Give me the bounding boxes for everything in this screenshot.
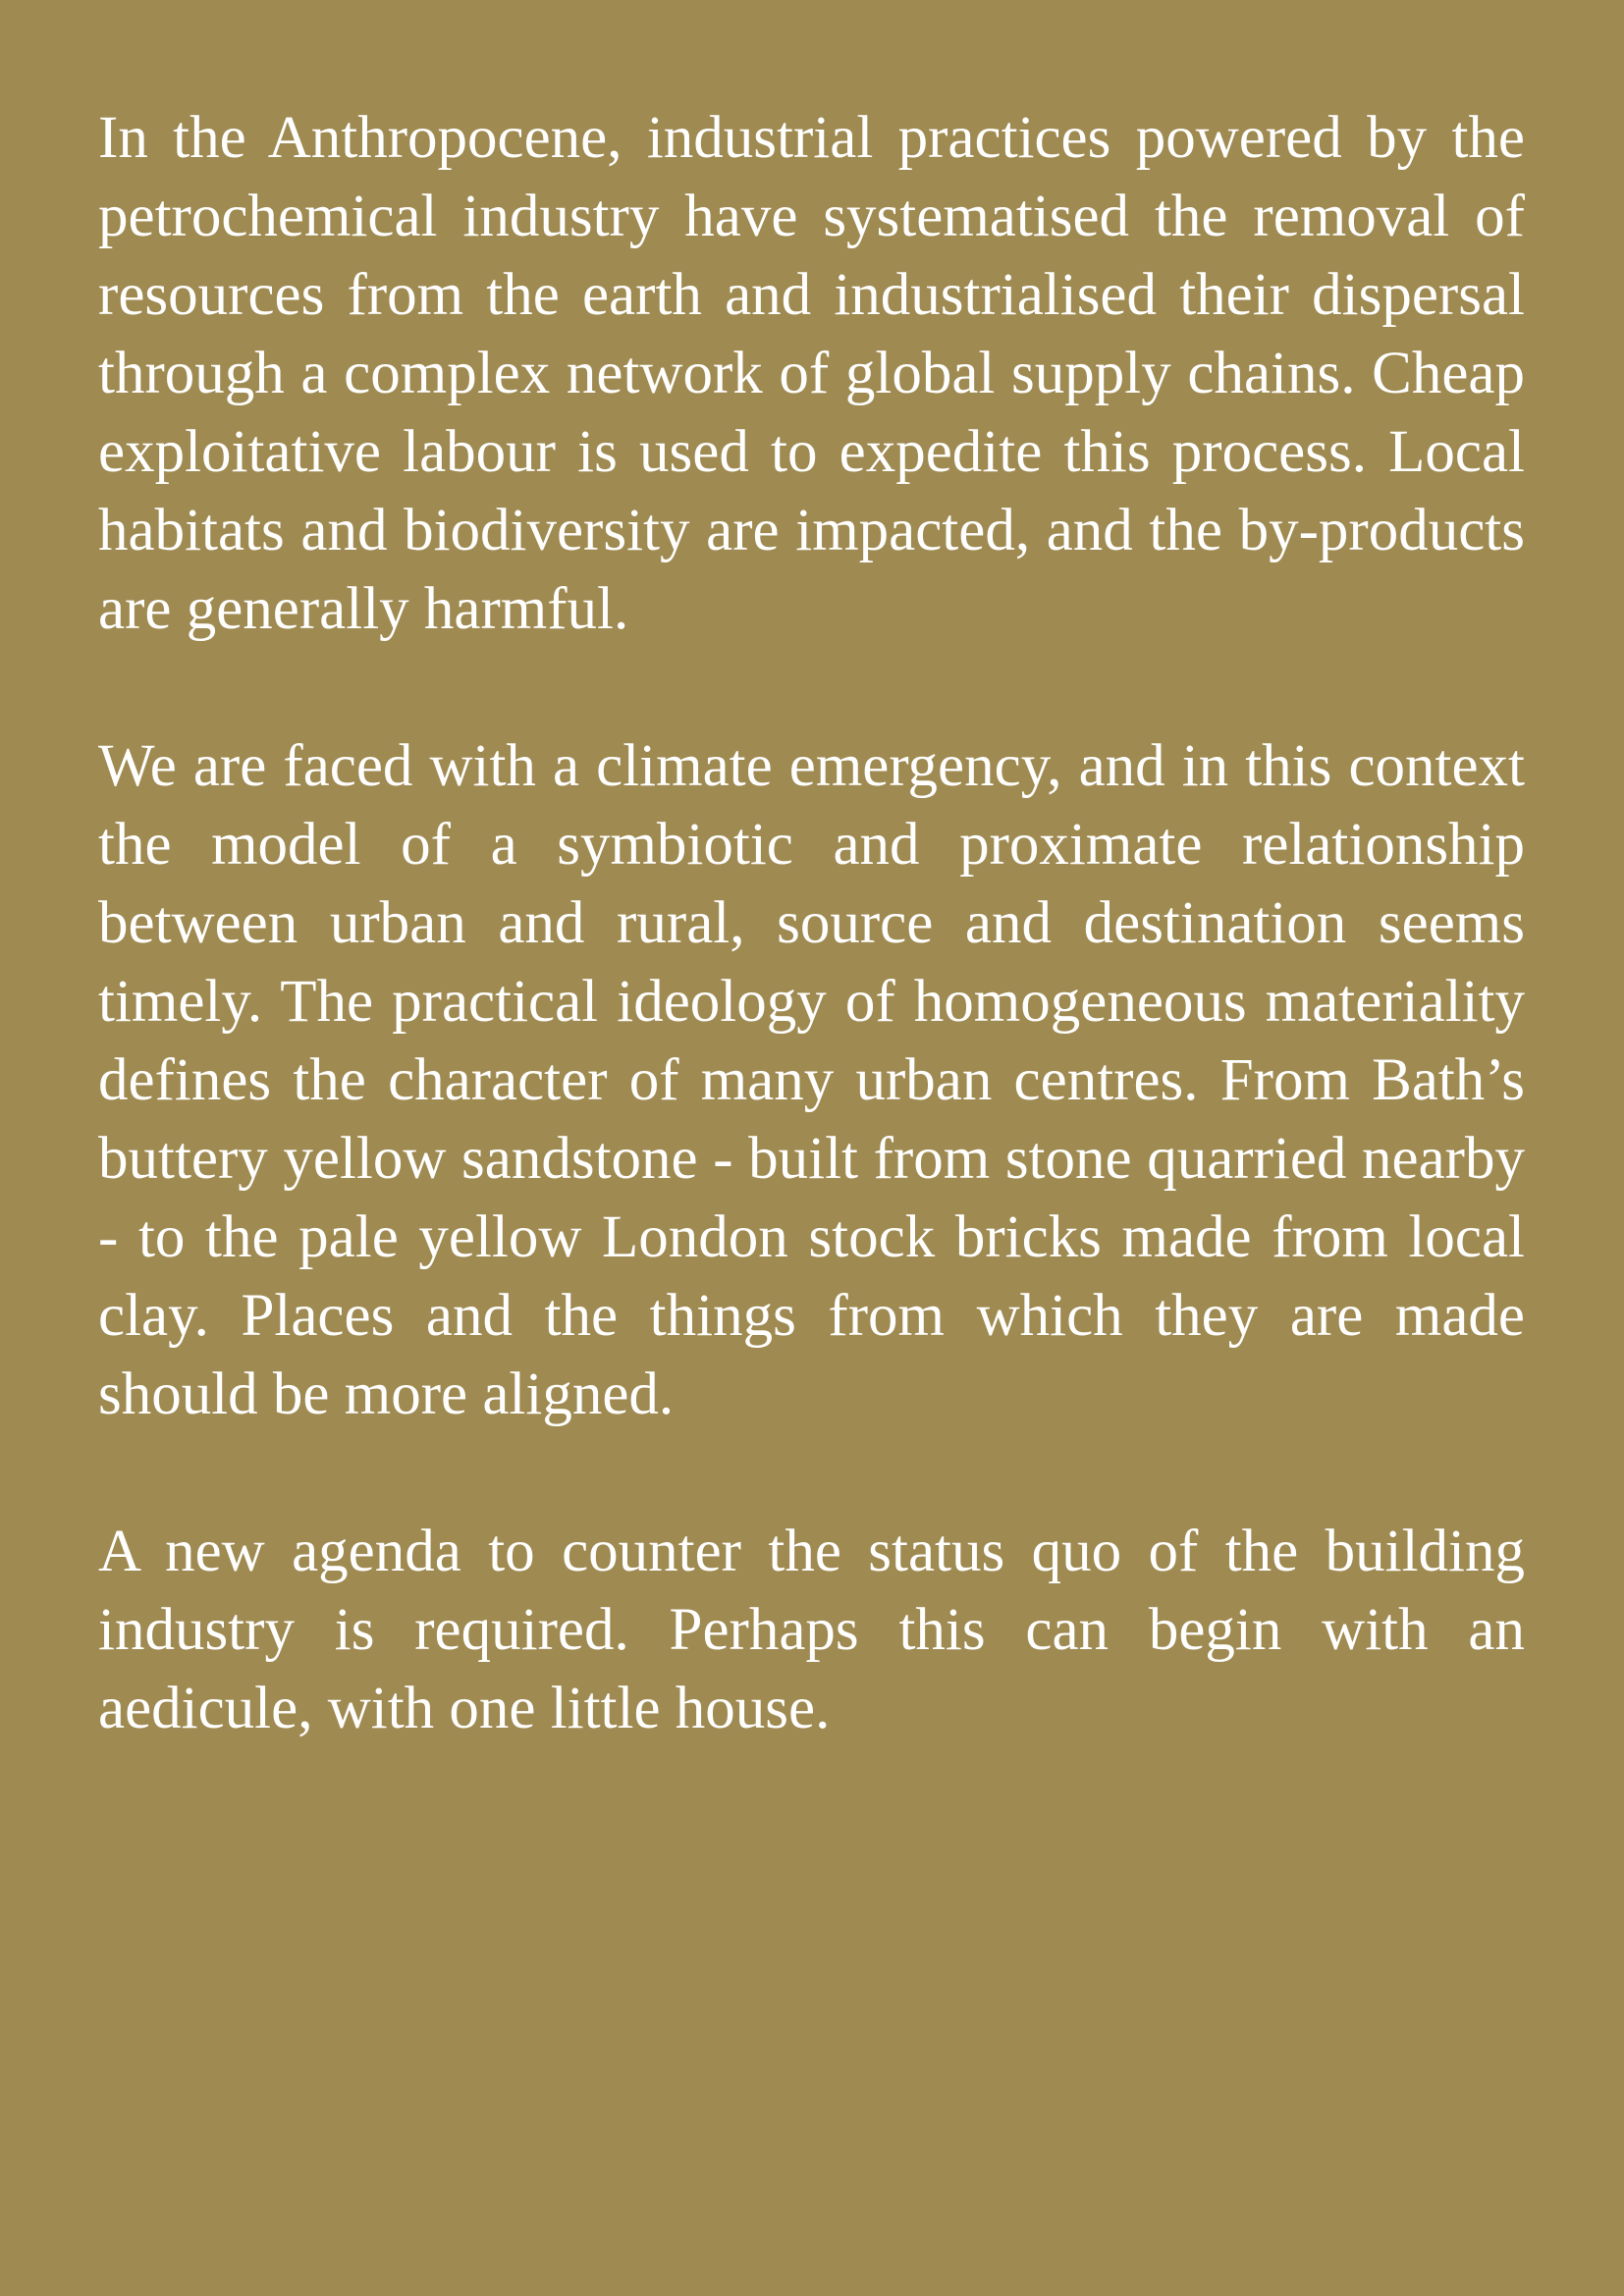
- body-text: [98, 99, 1525, 1748]
- paragraph-anthropocene: In the Anthropocene, industrial practices powered by the petrochemical industry have systematised the removal of resources from the earth and industrialised their dispersal through a complex network of global supply chains. Cheap exploitative labour is used to expedite this process. Local habitats and biodiversity are impacted, and the by-products are generally harmful.: [98, 105, 1525, 642]
- paragraph-climate-emergency: We are faced with a climate emergency, and in this context the model of a symbiotic and proximate relationship between urban and rural, source and destination seems timely. The practical ideology of homogeneous materiality defines the character of many urban centres. From Bath’s buttery yellow sandstone - built from stone quarried nearby - to the pale yellow London stock bricks made from local clay. Places and the things from which they are made should be more aligned.: [98, 733, 1525, 1427]
- paragraph-new-agenda: A new agenda to counter the status quo of the building industry is required. Perhaps this can begin with an aedicule, with one little house.: [98, 1519, 1525, 1741]
